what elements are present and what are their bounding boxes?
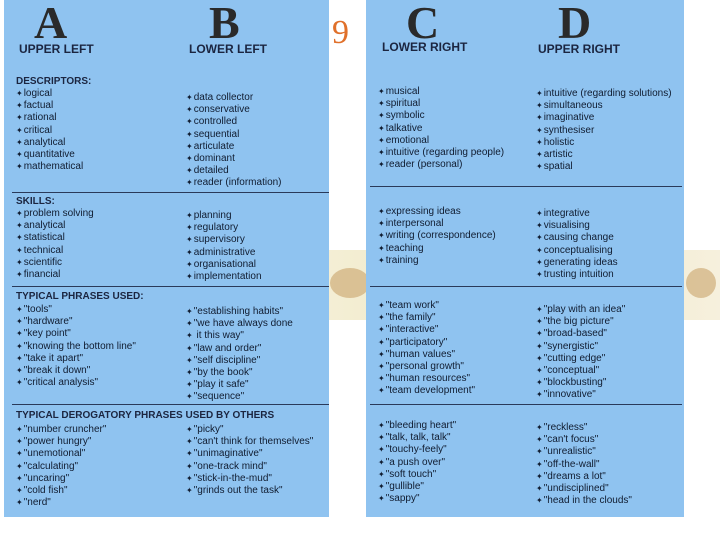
- list-item: ✦ "stick-in-the-mud": [186, 473, 313, 485]
- list-item: ✦ imaginative: [536, 112, 672, 124]
- list-item: ✦ intuitive (regarding people): [378, 147, 504, 159]
- list-item: ✦ "blockbusting": [536, 377, 625, 389]
- list-c-skills: [378, 206, 496, 267]
- right-card: [366, 0, 684, 517]
- list-item: ✦ "number cruncher": [16, 424, 106, 436]
- section-label-derogatory: TYPICAL DEROGATORY PHRASES USED BY OTHERS: [16, 410, 275, 421]
- list-item: ✦ implementation: [186, 271, 262, 283]
- divider: [12, 286, 329, 287]
- list-item: ✦ intuitive (regarding solutions): [536, 88, 672, 100]
- divider: [370, 186, 682, 187]
- list-item: ✦ statistical: [16, 232, 94, 244]
- list-item: ✦ planning: [186, 210, 262, 222]
- list-c-derogatory: [378, 420, 456, 505]
- list-item: ✦ holistic: [536, 137, 672, 149]
- list-item: ✦ visualising: [536, 220, 618, 232]
- list-item: ✦ factual: [16, 100, 83, 112]
- list-item: ✦ articulate: [186, 141, 282, 153]
- list-item: ✦ "unimaginative": [186, 448, 313, 460]
- list-item: ✦ critical: [16, 125, 83, 137]
- list-item: ✦ "personal growth": [378, 361, 475, 373]
- list-item: ✦ "law and order": [186, 343, 293, 355]
- list-item: ✦ reader (personal): [378, 159, 504, 171]
- decorative-shape: [330, 268, 370, 298]
- list-item: ✦ "broad-based": [536, 328, 625, 340]
- list-item: ✦ analytical: [16, 137, 83, 149]
- list-item: ✦ "team work": [378, 300, 475, 312]
- list-item: ✦ "team development": [378, 385, 475, 397]
- list-d-phrases: [536, 304, 625, 402]
- list-item: ✦ analytical: [16, 220, 94, 232]
- list-a-descriptors: [16, 88, 83, 173]
- list-item: ✦ "unemotional": [16, 448, 106, 460]
- heading-upper-right: UPPER RIGHT: [538, 42, 621, 56]
- left-card: [4, 0, 329, 517]
- list-item: ✦ "break it down": [16, 365, 136, 377]
- list-item: ✦ sequential: [186, 129, 282, 141]
- quadrant-letter-c: C: [406, 0, 440, 48]
- list-item: ✦ "self discipline": [186, 355, 293, 367]
- heading-lower-left: LOWER LEFT: [189, 42, 267, 56]
- list-item: ✦ "sappy": [378, 493, 456, 505]
- list-item: ✦ mathematical: [16, 161, 83, 173]
- list-item: ✦ "we have always done: [186, 318, 293, 330]
- section-label-phrases: TYPICAL PHRASES USED:: [16, 291, 144, 302]
- list-item: ✦ conceptualising: [536, 245, 618, 257]
- list-item: ✦ "bleeding heart": [378, 420, 456, 432]
- list-item: ✦ "the big picture": [536, 316, 625, 328]
- list-item: ✦ "the family": [378, 312, 475, 324]
- list-item: ✦ "cold fish": [16, 485, 106, 497]
- list-item: ✦ "one-track mind": [186, 461, 313, 473]
- list-item: ✦ "key point": [16, 328, 136, 340]
- section-label-descriptors: DESCRIPTORS:: [16, 76, 92, 87]
- list-item: ✦ "soft touch": [378, 469, 456, 481]
- list-item: ✦ regulatory: [186, 222, 262, 234]
- list-item: ✦ "picky": [186, 424, 313, 436]
- list-item: ✦ conservative: [186, 104, 282, 116]
- list-item: ✦ "human values": [378, 349, 475, 361]
- list-item: ✦ talkative: [378, 123, 504, 135]
- heading-lower-right: LOWER RIGHT: [382, 40, 468, 54]
- list-item: ✦ "off-the-wall": [536, 459, 632, 471]
- list-item: ✦ "head in the clouds": [536, 495, 632, 507]
- list-item: ✦ "participatory": [378, 337, 475, 349]
- list-b-phrases: [186, 306, 293, 404]
- list-item: ✦ "can't focus": [536, 434, 632, 446]
- list-a-phrases: [16, 304, 136, 389]
- list-item: ✦ spatial: [536, 161, 672, 173]
- list-item: ✦ synthesiser: [536, 125, 672, 137]
- list-item: ✦ problem solving: [16, 208, 94, 220]
- decorative-shape: [686, 268, 716, 298]
- list-item: ✦ artistic: [536, 149, 672, 161]
- list-item: ✦ trusting intuition: [536, 269, 618, 281]
- list-item: ✦ "conceptual": [536, 365, 625, 377]
- list-item: ✦ "sequence": [186, 391, 293, 403]
- section-label-skills: SKILLS:: [16, 196, 55, 207]
- divider: [12, 192, 329, 193]
- list-item: ✦ writing (correspondence): [378, 230, 496, 242]
- list-item: ✦ "nerd": [16, 497, 106, 509]
- list-d-descriptors: [536, 88, 672, 173]
- slide-number: 9: [332, 14, 349, 51]
- list-item: ✦ financial: [16, 269, 94, 281]
- list-item: ✦ "critical analysis": [16, 377, 136, 389]
- list-item: ✦ "interactive": [378, 324, 475, 336]
- list-b-descriptors: [186, 92, 282, 190]
- list-item: ✦ it this way": [186, 330, 293, 342]
- list-item: ✦ training: [378, 255, 496, 267]
- list-item: ✦ detailed: [186, 165, 282, 177]
- list-b-derogatory: [186, 424, 313, 497]
- quadrant-letter-d: D: [558, 0, 592, 48]
- divider: [12, 404, 329, 405]
- list-item: ✦ "innovative": [536, 389, 625, 401]
- list-item: ✦ "gullible": [378, 481, 456, 493]
- list-item: ✦ technical: [16, 245, 94, 257]
- list-item: ✦ integrative: [536, 208, 618, 220]
- divider: [370, 404, 682, 405]
- list-item: ✦ generating ideas: [536, 257, 618, 269]
- list-item: ✦ "cutting edge": [536, 353, 625, 365]
- list-a-skills: [16, 208, 94, 281]
- divider: [370, 286, 682, 287]
- list-a-derogatory: [16, 424, 106, 509]
- quadrant-letter-b: B: [209, 0, 240, 48]
- list-item: ✦ "play with an idea": [536, 304, 625, 316]
- list-item: ✦ supervisory: [186, 234, 262, 246]
- list-item: ✦ teaching: [378, 243, 496, 255]
- list-item: ✦ "knowing the bottom line": [16, 341, 136, 353]
- list-item: ✦ dominant: [186, 153, 282, 165]
- list-item: ✦ "a push over": [378, 457, 456, 469]
- list-item: ✦ musical: [378, 86, 504, 98]
- list-item: ✦ "play it safe": [186, 379, 293, 391]
- list-item: ✦ "reckless": [536, 422, 632, 434]
- list-item: ✦ "take it apart": [16, 353, 136, 365]
- list-item: ✦ "can't think for themselves": [186, 436, 313, 448]
- list-item: ✦ causing change: [536, 232, 618, 244]
- list-item: ✦ spiritual: [378, 98, 504, 110]
- list-item: ✦ data collector: [186, 92, 282, 104]
- list-item: ✦ "hardware": [16, 316, 136, 328]
- list-item: ✦ "grinds out the task": [186, 485, 313, 497]
- list-item: ✦ interpersonal: [378, 218, 496, 230]
- list-item: ✦ "dreams a lot": [536, 471, 632, 483]
- list-item: ✦ "unrealistic": [536, 446, 632, 458]
- list-item: ✦ "talk, talk, talk": [378, 432, 456, 444]
- list-b-skills: [186, 210, 262, 283]
- list-item: ✦ rational: [16, 112, 83, 124]
- list-item: ✦ "touchy-feely": [378, 444, 456, 456]
- list-item: ✦ "calculating": [16, 461, 106, 473]
- list-item: ✦ "undisciplined": [536, 483, 632, 495]
- list-item: ✦ "uncaring": [16, 473, 106, 485]
- list-item: ✦ organisational: [186, 259, 262, 271]
- list-d-derogatory: [536, 422, 632, 507]
- list-item: ✦ reader (information): [186, 177, 282, 189]
- list-item: ✦ symbolic: [378, 110, 504, 122]
- list-c-descriptors: [378, 86, 504, 171]
- list-item: ✦ scientific: [16, 257, 94, 269]
- list-d-skills: [536, 208, 618, 281]
- list-item: ✦ administrative: [186, 247, 262, 259]
- list-item: ✦ "power hungry": [16, 436, 106, 448]
- list-item: ✦ controlled: [186, 116, 282, 128]
- list-item: ✦ "by the book": [186, 367, 293, 379]
- list-item: ✦ "synergistic": [536, 341, 625, 353]
- list-item: ✦ "tools": [16, 304, 136, 316]
- list-item: ✦ expressing ideas: [378, 206, 496, 218]
- list-item: ✦ simultaneous: [536, 100, 672, 112]
- list-c-phrases: [378, 300, 475, 398]
- list-item: ✦ "human resources": [378, 373, 475, 385]
- list-item: ✦ emotional: [378, 135, 504, 147]
- quadrant-letter-a: A: [34, 0, 68, 48]
- list-item: ✦ logical: [16, 88, 83, 100]
- heading-upper-left: UPPER LEFT: [19, 42, 94, 56]
- list-item: ✦ "establishing habits": [186, 306, 293, 318]
- list-item: ✦ quantitative: [16, 149, 83, 161]
